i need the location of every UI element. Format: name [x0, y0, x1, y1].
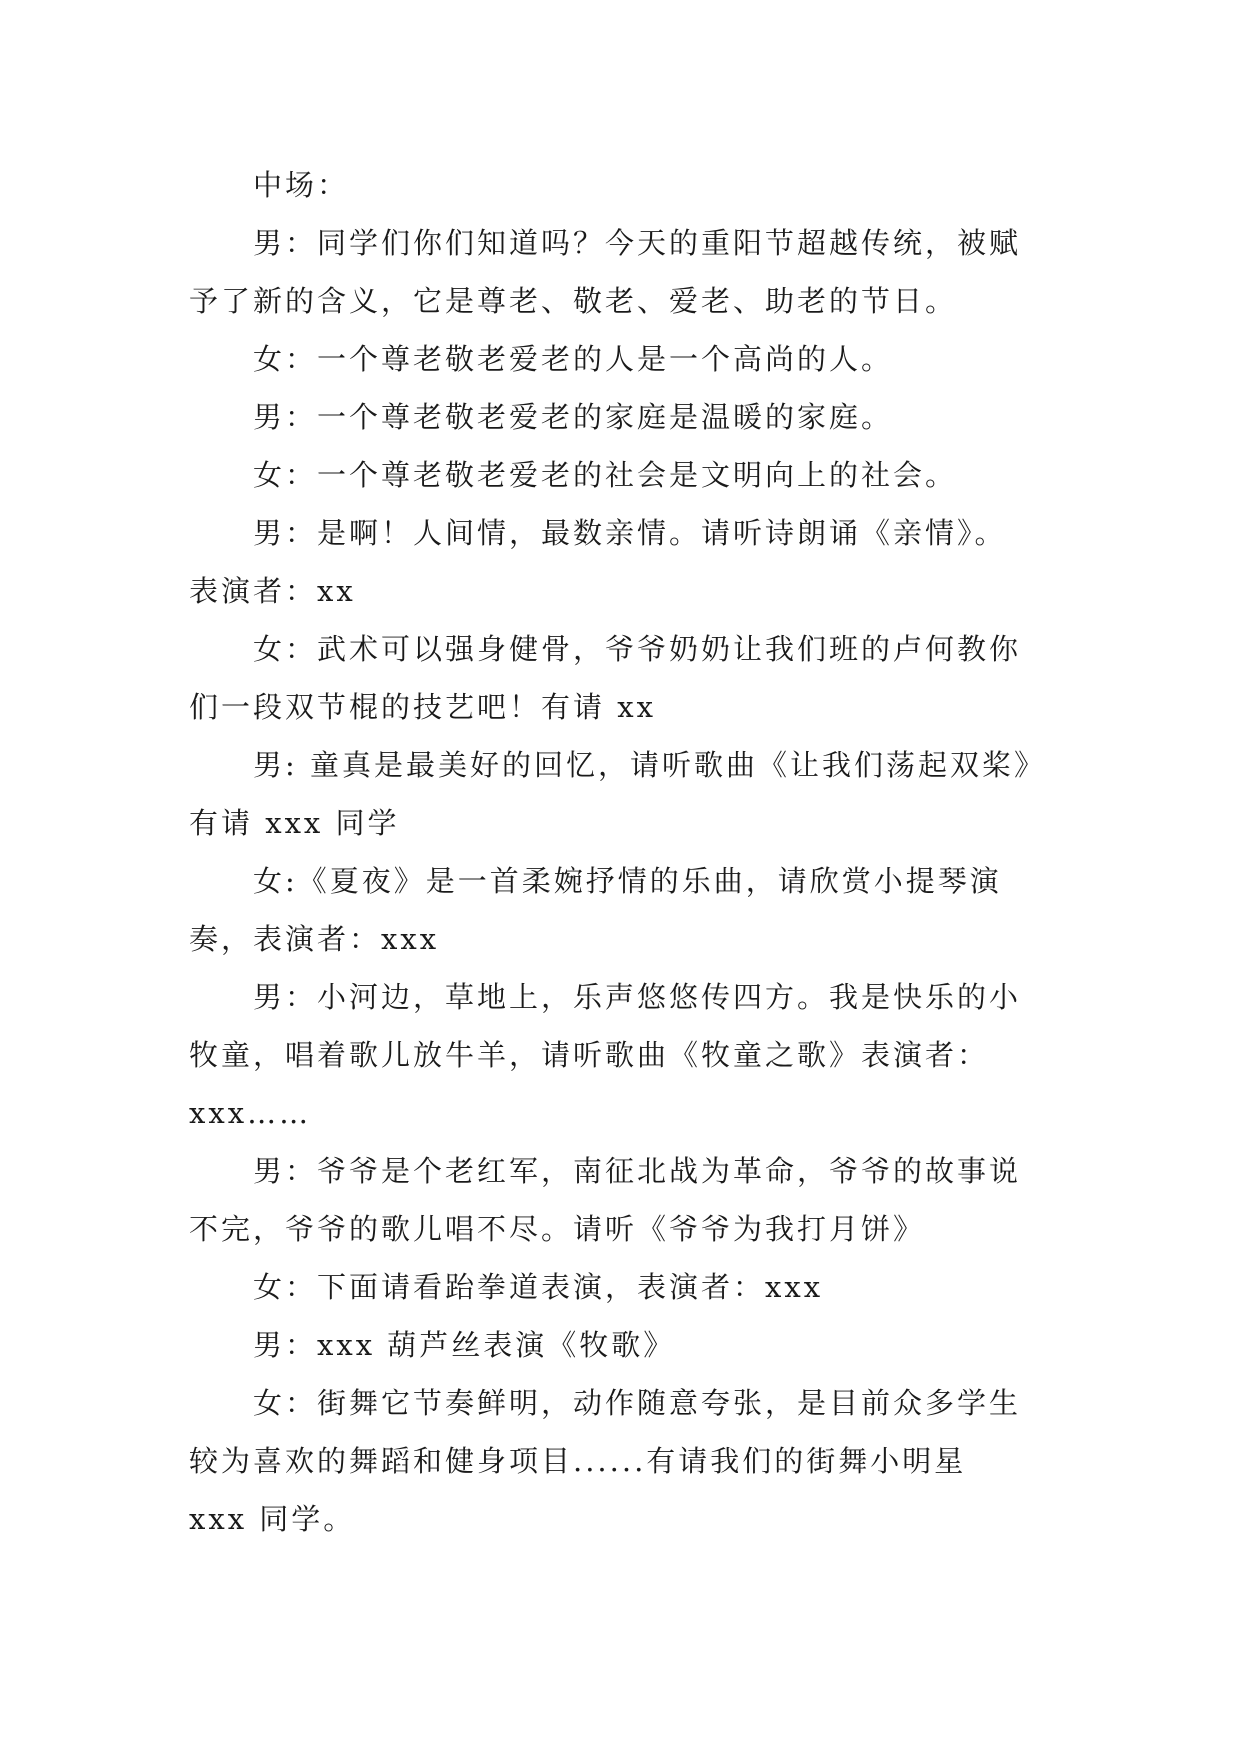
text-line: 较为喜欢的舞蹈和健身项目......有请我们的街舞小明星	[189, 1444, 967, 1478]
text-line: 男：同学们你们知道吗？今天的重阳节超越传统，被赋	[253, 226, 1022, 260]
text-line: 女：街舞它节奏鲜明，动作随意夸张，是目前众多学生	[253, 1386, 1022, 1420]
text-line: 不完，爷爷的歌儿唱不尽。请听《爷爷为我打月饼》	[189, 1212, 926, 1246]
text-line: 有请 xxx 同学	[189, 806, 400, 840]
text-line: xxx……	[189, 1096, 312, 1130]
text-line: 男：小河边，草地上，乐声悠悠传四方。我是快乐的小	[253, 980, 1022, 1014]
text-line: 中场：	[253, 168, 350, 202]
text-line: 男：xxx 葫芦丝表演《牧歌》	[253, 1328, 676, 1362]
text-line: 男：是啊！人间情，最数亲情。请听诗朗诵《亲情》。	[253, 516, 1007, 550]
document-body	[189, 156, 1053, 1548]
text-line: 女：一个尊老敬老爱老的人是一个高尚的人。	[253, 342, 894, 376]
text-line: 男：爷爷是个老红军，南征北战为革命，爷爷的故事说	[253, 1154, 1022, 1188]
text-line: 女:《夏夜》是一首柔婉抒情的乐曲，请欣赏小提琴演	[253, 864, 1002, 898]
text-line: 女：一个尊老敬老爱老的社会是文明向上的社会。	[253, 458, 958, 492]
text-line: 们一段双节棍的技艺吧！有请 xx	[189, 690, 656, 724]
text-line: 表演者：xx	[189, 574, 356, 608]
text-line: 予了新的含义，它是尊老、敬老、爱老、助老的节日。	[189, 284, 958, 318]
text-line: 牧童，唱着歌儿放牛羊，请听歌曲《牧童之歌》表演者：	[189, 1038, 990, 1072]
text-line: 女：下面请看跆拳道表演，表演者：xxx	[253, 1270, 824, 1304]
text-line: 奏，表演者：xxx	[189, 922, 440, 956]
text-line: 男: 童真是最美好的回忆，请听歌曲《让我们荡起双桨》	[253, 748, 1046, 782]
text-line: 男：一个尊老敬老爱老的家庭是温暖的家庭。	[253, 400, 894, 434]
text-line: 女：武术可以强身健骨，爷爷奶奶让我们班的卢何教你	[253, 632, 1022, 666]
text-line: xxx 同学。	[189, 1502, 356, 1536]
